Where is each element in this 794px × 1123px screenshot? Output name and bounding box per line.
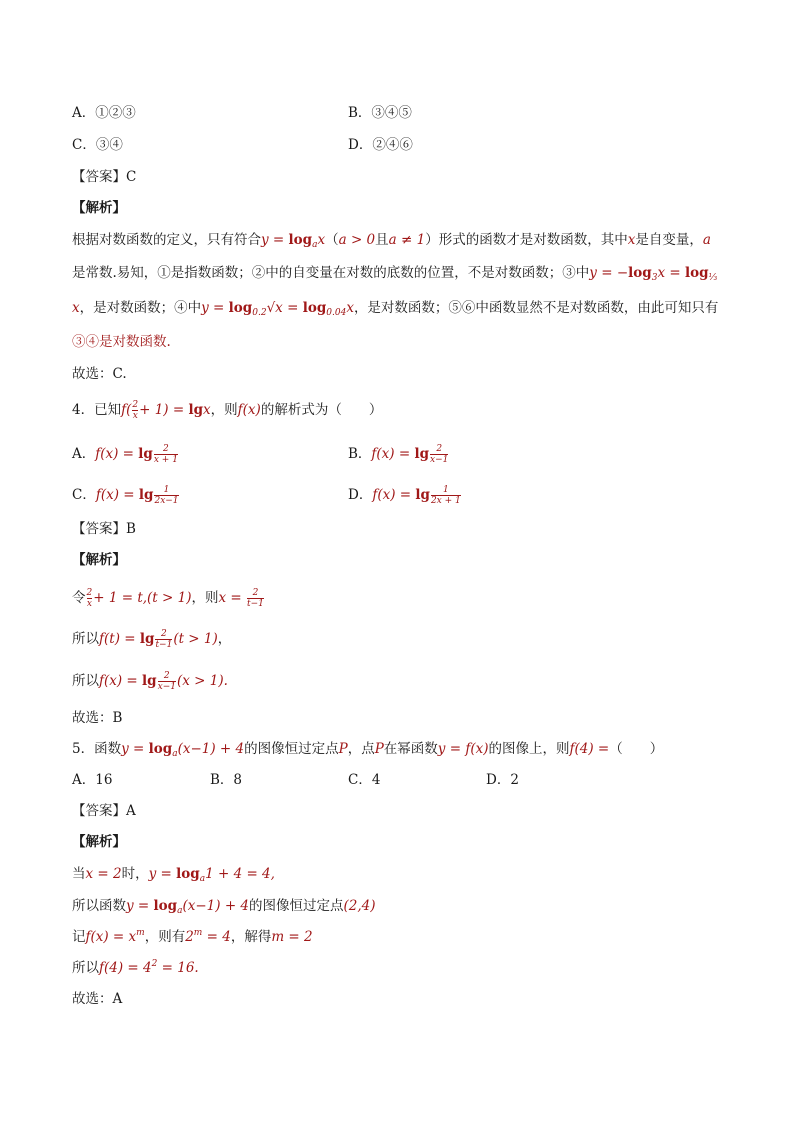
q3-choose: 故选：C. — [72, 366, 127, 382]
q4-step1: 令 $\frac{2}{x}$ + 1 = t,(t > 1)，则x = $\frac{2}{t-1}$ — [72, 587, 264, 609]
q5-step4: 所以$f(4) = 4^2 = 16$. — [72, 959, 199, 976]
q5-choose: 故选：A — [72, 991, 123, 1007]
q4-analysis-label: 【解析】 — [72, 552, 126, 568]
q5-step3: 记$f(x) = x^m$，则有$2^m = 4$，解得m = 2 — [72, 928, 313, 945]
q3-option-c: C．③④ — [72, 137, 123, 153]
q5-stem: 5．函数$y = \log_a(x-1) + 4$的图像恒过定点P，点P在幂函数y = f(x)的图像上，则f(4) =（ ） — [72, 741, 664, 759]
q4-stem: 4．已知f( $\frac{2}{x}$ + 1) = lgx，则f(x)的解析式为（ ） — [72, 399, 383, 421]
q3-analysis-line3: x，是对数函数；④中$y = \log_{0.2}√x = \log_{0.04}x$，是对数函数；⑤⑥中函数显然不是对数函数，由此可知只有 — [72, 300, 719, 318]
q5-answer: 【答案】A — [72, 803, 136, 819]
q4-step3: 所以f(x) = lg $\frac{2}{x-1}$ (x > 1). — [72, 670, 228, 692]
q4-option-b: B．f(x) = lg $\frac{2}{x-1}$ — [348, 443, 449, 465]
q3-option-a: A．①②③ — [72, 105, 136, 121]
q3-analysis-line1: 根据对数函数的定义，只有符合$y = \log_ax(a > 0$且a ≠ 1）形式的函数才是对数函数，其中x是自变量，a — [72, 232, 711, 250]
q4-answer: 【答案】B — [72, 521, 136, 537]
q3-answer: 【答案】C — [72, 169, 137, 185]
q3-analysis-line4: ③④是对数函数. — [72, 334, 171, 350]
q5-step1: 当x = 2时，$y = \log_a1 + 4 = 4$, — [72, 866, 275, 884]
q3-option-b: B．③④⑤ — [348, 105, 412, 121]
q4-option-c: C．f(x) = lg $\frac{1}{2x-1}$ — [72, 484, 179, 506]
q5-analysis-label: 【解析】 — [72, 834, 126, 850]
q5-step2: 所以函数$y = \log_a(x-1) + 4$的图像恒过定点(2,4) — [72, 898, 376, 916]
q3-option-d: D．②④⑥ — [348, 137, 413, 153]
q5-option-a: A．16 — [72, 772, 113, 788]
q4-choose: 故选：B — [72, 710, 123, 726]
q4-step2: 所以f(t) = lg $\frac{2}{t-1}$ (t > 1)， — [72, 628, 232, 650]
q5-option-b: B．8 — [210, 772, 243, 788]
q5-option-c: C．4 — [348, 772, 381, 788]
q4-option-a: A．f(x) = lg $\frac{2}{x + 1}$ — [72, 443, 178, 465]
q4-option-d: D．f(x) = lg $\frac{1}{2x + 1}$ — [348, 484, 461, 506]
q5-option-d: D．2 — [486, 772, 519, 788]
q3-analysis-line2: 是常数.易知，①是指数函数；②中的自变量在对数的底数的位置，不是对数函数；③中$y = -\log_3x = \log_{\frac{1}{3}}$ — [72, 265, 718, 283]
q3-analysis-label: 【解析】 — [72, 200, 126, 216]
